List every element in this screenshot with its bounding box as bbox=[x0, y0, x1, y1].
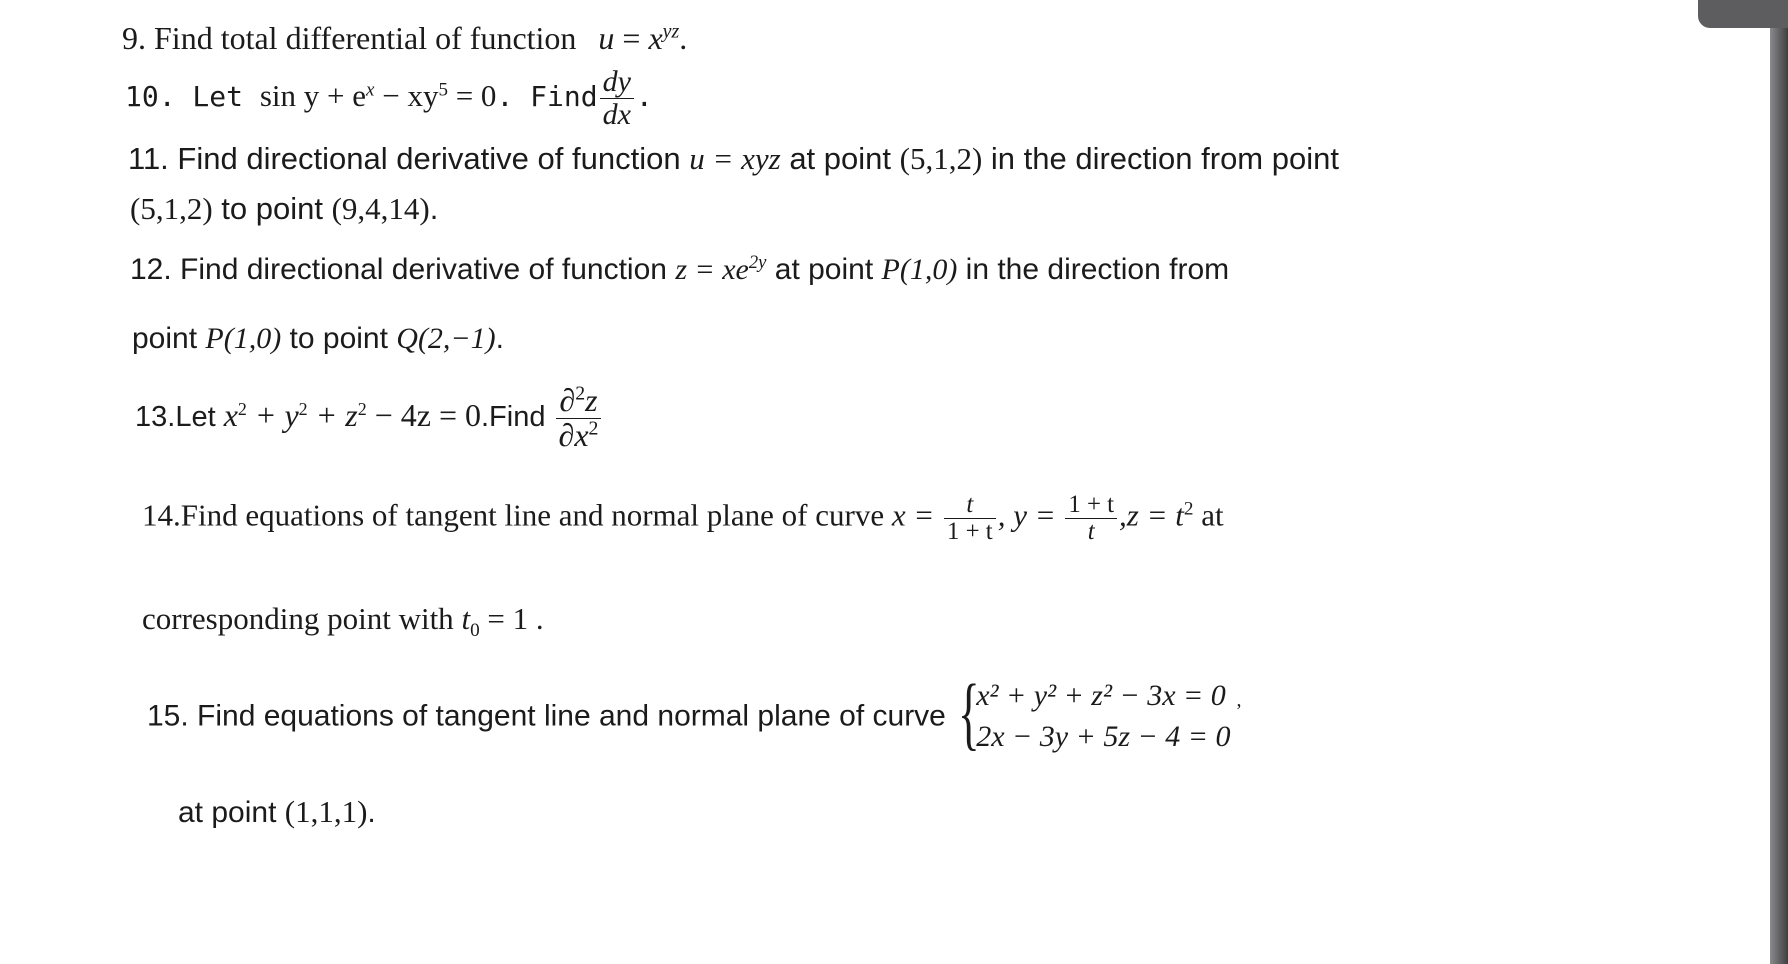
equation-lhs: sin y + e bbox=[259, 78, 367, 113]
problem-14-text-2: corresponding point with bbox=[142, 601, 462, 636]
period: . bbox=[367, 796, 376, 829]
problem-11-text-a: 11. Find directional derivative of function bbox=[128, 141, 690, 176]
frac-num: dy bbox=[602, 65, 631, 98]
problem-11-text-d: to point bbox=[212, 191, 332, 226]
problem-14-line-2 bbox=[142, 601, 544, 642]
term-y: + y bbox=[246, 396, 299, 433]
fraction-x bbox=[944, 492, 996, 545]
point-P: P(1,0) bbox=[881, 253, 958, 286]
problem-10-label: 10. Let bbox=[125, 80, 260, 113]
period: . bbox=[495, 322, 505, 355]
frac-den: t bbox=[1065, 518, 1117, 545]
problem-14 bbox=[142, 492, 1224, 545]
problem-15-line-2 bbox=[178, 796, 376, 828]
problem-11 bbox=[128, 143, 1339, 174]
equation-z: z = xe bbox=[675, 253, 749, 286]
y-equals: , y = bbox=[997, 497, 1064, 533]
fraction-y bbox=[1065, 492, 1117, 545]
problem-13-label: 13.Let bbox=[135, 400, 224, 433]
problem-13 bbox=[135, 384, 603, 452]
term-4z: − 4z = 0 bbox=[366, 396, 481, 433]
comma-mark: , bbox=[1236, 689, 1242, 712]
equation-1: x² + y² + z² − 3x = 0 bbox=[976, 679, 1226, 712]
problem-12-text-b: at point bbox=[766, 253, 882, 286]
problem-12-line-2 bbox=[132, 324, 504, 354]
problem-9-text: 9. Find total differential of function bbox=[122, 20, 577, 56]
window-right-edge bbox=[1770, 28, 1788, 964]
problem-14-label: 14.Find equations of tangent line and normal plane of curve bbox=[142, 497, 892, 533]
problem-15-text-2: at point bbox=[178, 796, 285, 829]
term-z: + z bbox=[307, 396, 358, 433]
partial-x: ∂x bbox=[558, 416, 589, 453]
var-u: u bbox=[598, 20, 615, 56]
find-text: . Find bbox=[496, 80, 598, 113]
problem-10 bbox=[125, 66, 653, 130]
subscript-0: 0 bbox=[470, 620, 480, 642]
equation-system bbox=[958, 667, 1231, 758]
var-z: z bbox=[585, 382, 598, 418]
var-x: x bbox=[648, 20, 663, 56]
equation-2: 2x − 3y + 5z − 4 = 0 bbox=[976, 719, 1231, 753]
period: . bbox=[635, 80, 653, 113]
second-partial-derivative bbox=[556, 384, 602, 452]
problem-11-text-b: at point bbox=[780, 141, 900, 176]
left-brace: { bbox=[958, 667, 980, 758]
frac-num: t bbox=[966, 491, 974, 518]
frac-num: 1 + t bbox=[1068, 491, 1115, 518]
point-Q: Q(2,−1) bbox=[396, 322, 496, 355]
problem-12-text-d: point bbox=[132, 322, 206, 355]
problem-15 bbox=[147, 667, 1242, 758]
problem-9 bbox=[122, 22, 687, 54]
at-text: at bbox=[1193, 497, 1224, 533]
problem-12-text-a: 12. Find directional derivative of function bbox=[130, 253, 676, 286]
partial-symbol: ∂ bbox=[559, 382, 576, 418]
frac-den: 1 + t bbox=[944, 518, 996, 545]
problem-12-text-e: to point bbox=[281, 322, 397, 355]
exponent-2: 2 bbox=[575, 382, 586, 405]
point-5-1-2: (5,1,2) bbox=[899, 141, 983, 176]
problem-15-label: 15. Find equations of tangent line and normal plane of curve bbox=[147, 699, 955, 733]
var-x: x bbox=[223, 396, 238, 433]
point-9-4-14: (9,4,14) bbox=[331, 191, 430, 226]
problem-12-text-c: in the direction from bbox=[957, 253, 1230, 286]
period: . bbox=[429, 191, 439, 226]
find-text: .Find bbox=[480, 400, 554, 433]
exponent-x: x bbox=[366, 79, 375, 101]
problem-11-text-c: in the direction from point bbox=[982, 141, 1339, 176]
problem-12 bbox=[130, 252, 1230, 286]
equation-mid: − xy bbox=[374, 78, 439, 113]
exponent-5: 5 bbox=[438, 79, 448, 101]
exponent-2: 2 bbox=[298, 399, 308, 420]
point-1-1-1: (1,1,1) bbox=[284, 794, 368, 829]
exponent-2: 2 bbox=[588, 416, 599, 439]
derivative-dy-dx bbox=[600, 66, 634, 130]
frac-num bbox=[556, 384, 602, 418]
equals-one: = 1 . bbox=[479, 601, 544, 636]
frac-den bbox=[556, 418, 602, 453]
exponent-2y: 2y bbox=[748, 252, 767, 273]
problem-11-line-2 bbox=[130, 193, 438, 224]
point-5-1-2: (5,1,2) bbox=[130, 191, 213, 226]
exponent-2: 2 bbox=[1183, 498, 1194, 520]
exponent-2: 2 bbox=[237, 399, 247, 420]
equation-rhs: = 0 bbox=[447, 78, 497, 113]
window-corner-tab bbox=[1698, 0, 1788, 28]
exponent-2: 2 bbox=[357, 399, 367, 420]
point-P: P(1,0) bbox=[205, 322, 282, 355]
frac-den: dx bbox=[600, 98, 634, 131]
period: . bbox=[679, 20, 688, 56]
z-equals: ,z = t bbox=[1119, 497, 1184, 533]
exponent-yz: yz bbox=[662, 20, 680, 43]
equation-u-xyz: u = xyz bbox=[689, 141, 781, 176]
equals-sign: = bbox=[614, 20, 649, 56]
var-t: t bbox=[461, 601, 471, 636]
x-equals: x = bbox=[891, 497, 943, 533]
